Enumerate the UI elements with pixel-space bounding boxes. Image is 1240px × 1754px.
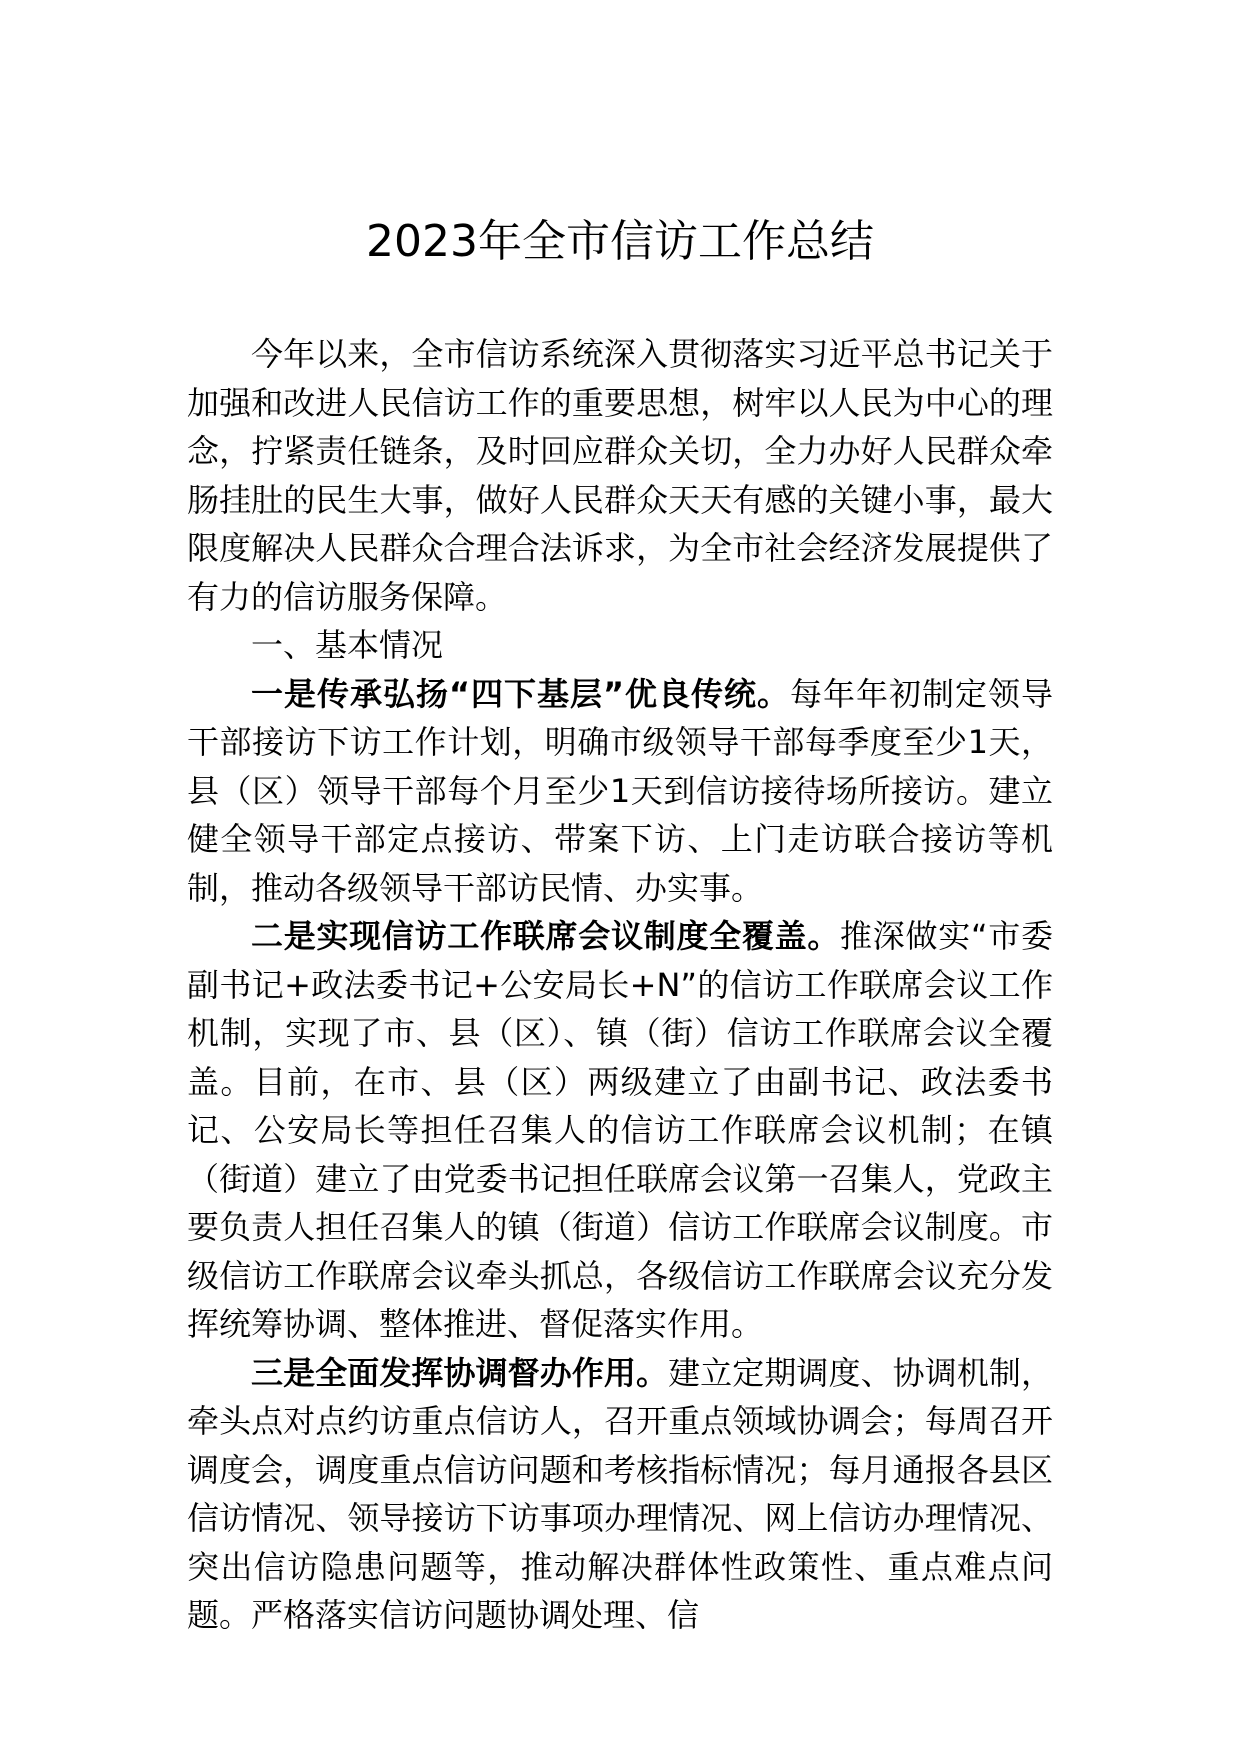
item-lead: 二是实现信访工作联席会议制度全覆盖。 [251, 917, 841, 955]
item-paragraph [187, 912, 1053, 1349]
intro-paragraph: 今年以来，全市信访系统深入贯彻落实习近平总书记关于加强和改进人民信访工作的重要思想，树牢以人民为中心的理念，拧紧责任链条，及时回应群众关切，全力办好人民群众牵肠挂肚的民生大事，做好人民群众天天有感的关键小事，最大限度解决人民群众合理合法诉求，为全市社会经济发展提供了有力的信访服务保障。 [187, 335, 1053, 616]
item-text: 推深做实“市委副书记+政法委书记+公安局长+N”的信访工作联席会议工作机制，实现了市、县（区）、镇（街）信访工作联席会议全覆盖。目前，在市、县（区）两级建立了由副书记、政法委书记、公安局长等担任召集人的信访工作联席会议机制；在镇（街道）建立了由党委书记担任联席会议第一召集人，党政主要负责人担任召集人的镇（街道）信访工作联席会议制度。市级信访工作联席会议牵头抓总，各级信访工作联席会议充分发挥统筹协调、整体推进、督促落实作用。 [187, 917, 1053, 1343]
item-paragraph [187, 1349, 1053, 1640]
item-text: 建立定期调度、协调机制，牵头点对点约访重点信访人，召开重点领域协调会；每周召开调度会，调度重点信访问题和考核指标情况；每月通报各县区信访情况、领导接访下访事项办理情况、网上信访办理情况、突出信访隐患问题等，推动解决群体性政策性、重点难点问题。严格落实信访问题协调处理、信 [187, 1353, 1053, 1634]
item-lead: 三是全面发挥协调督办作用。 [251, 1353, 669, 1392]
item-text: 每年年初制定领导干部接访下访工作计划，明确市级领导干部每季度至少1天，县（区）领导干部每个月至少1天到信访接待场所接访。建立健全领导干部定点接访、带案下访、上门走访联合接访等机制，推动各级领导干部访民情、办实事。 [187, 674, 1053, 907]
section-heading: 一、基本情况 [251, 626, 444, 664]
item-paragraph [187, 670, 1053, 913]
document-title: 2023年全市信访工作总结 [366, 216, 874, 267]
document-body [187, 330, 1053, 1640]
item-lead: 一是传承弘扬“四下基层”优良传统。 [251, 674, 790, 713]
